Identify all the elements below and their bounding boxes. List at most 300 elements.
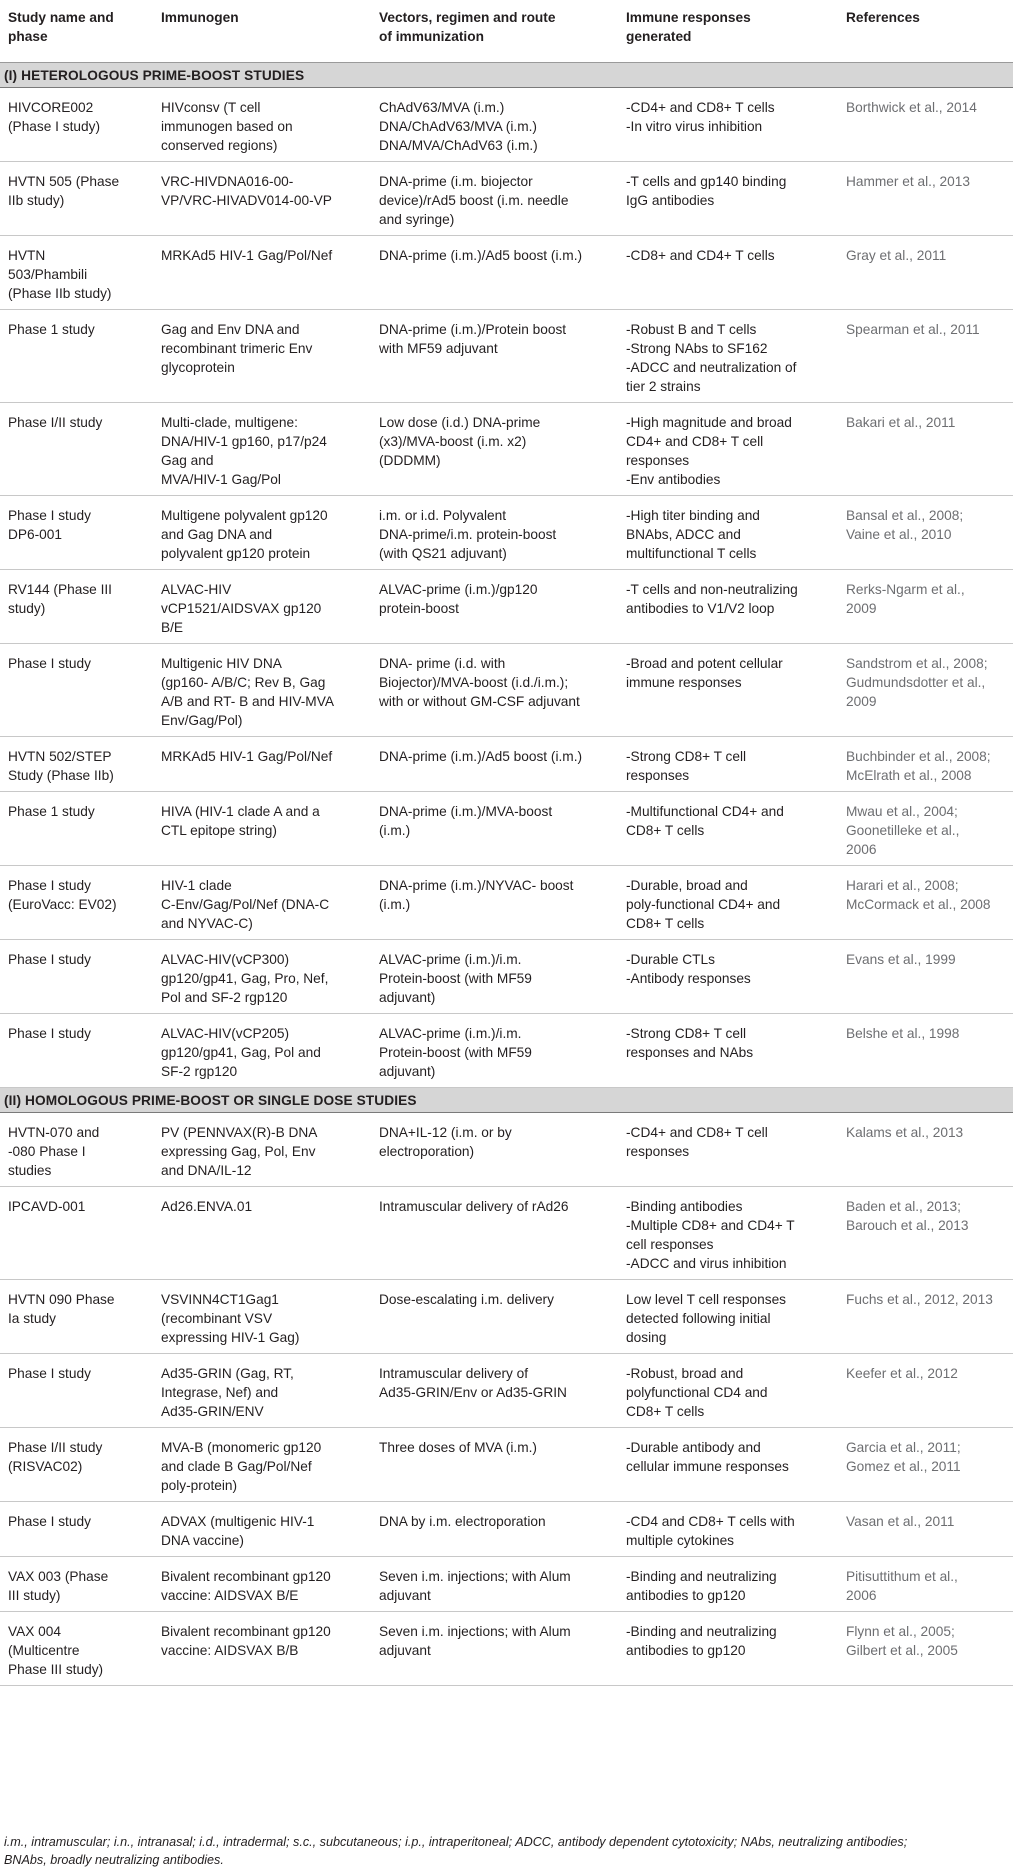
responses-cell (618, 570, 838, 644)
cell-line: Pol and SF-2 rgp120 (161, 990, 288, 1005)
cell-line: expressing Gag, Pol, Env (161, 1144, 316, 1159)
cell-line: Bakari et al., 2011 (846, 415, 956, 430)
responses-cell (618, 236, 838, 310)
cell-line: i.m. or i.d. Polyvalent (379, 508, 507, 523)
table-row (0, 737, 1013, 792)
cell-line: DNA-prime (i.m.)/Ad5 boost (i.m.) (379, 248, 583, 263)
cell-line: poly-protein) (161, 1478, 238, 1493)
cell-line: glycoprotein (161, 360, 235, 375)
cell-line: References (846, 10, 920, 25)
vectors-cell (371, 310, 618, 403)
cell-line: CTL epitope string) (161, 823, 277, 838)
references-cell (838, 570, 1013, 644)
immunogen-cell (153, 940, 371, 1014)
responses-cell (618, 1113, 838, 1187)
immunogen-cell (153, 1113, 371, 1187)
cell-line: McElrath et al., 2008 (846, 768, 972, 783)
cell-line: -CD8+ and CD4+ T cells (626, 248, 775, 263)
cell-line: -Antibody responses (626, 971, 751, 986)
cell-line: vaccine: AIDSVAX B/E (161, 1588, 299, 1603)
cell-line: poly-functional CD4+ and (626, 897, 781, 912)
cell-line: Mwau et al., 2004; (846, 804, 958, 819)
cell-line: -Multifunctional CD4+ and (626, 804, 784, 819)
cell-line: adjuvant) (379, 1064, 436, 1079)
cell-line: -CD4+ and CD8+ T cell (626, 1125, 768, 1140)
table-header-row (0, 0, 1013, 63)
cell-line: Phase 1 study (8, 322, 95, 337)
vectors-cell (371, 403, 618, 496)
cell-line: antibodies to V1/V2 loop (626, 601, 775, 616)
section-title: (I) HETEROLOGOUS PRIME-BOOST STUDIES (0, 63, 1013, 88)
references-cell (838, 1557, 1013, 1612)
cell-line: Env/Gag/Pol) (161, 713, 243, 728)
cell-line: Phase I/II study (8, 415, 103, 430)
cell-line: (EuroVacc: EV02) (8, 897, 117, 912)
cell-line: generated (626, 29, 692, 44)
cell-line: Phase I/II study (8, 1440, 103, 1455)
cell-line: B/E (161, 620, 184, 635)
cell-line: Phase I study (8, 878, 91, 893)
table-row (0, 1502, 1013, 1557)
cell-line: Intramuscular delivery of rAd26 (379, 1199, 569, 1214)
cell-line: Baden et al., 2013; (846, 1199, 961, 1214)
footnote-line: i.m., intramuscular; i.n., intranasal; i.d., intradermal; s.c., subcutaneous; i.p., intraperitoneal; ADCC, antibody dependent cytotoxicity; NAbs, neutralizing antibodies; (4, 1835, 908, 1849)
references-cell (838, 792, 1013, 866)
study-cell (0, 1354, 153, 1428)
cell-line: vaccine: AIDSVAX B/B (161, 1643, 299, 1658)
cell-line: HVTN 090 Phase (8, 1292, 115, 1307)
table-row (0, 1113, 1013, 1187)
study-cell (0, 496, 153, 570)
responses-cell (618, 1428, 838, 1502)
immunogen-cell (153, 1280, 371, 1354)
cell-line: (i.m.) (379, 897, 411, 912)
responses-cell (618, 737, 838, 792)
cell-line: polyfunctional CD4 and (626, 1385, 768, 1400)
cell-line: -Binding and neutralizing (626, 1624, 777, 1639)
vectors-cell (371, 88, 618, 162)
table-row (0, 1612, 1013, 1686)
cell-line: Multigenic HIV DNA (161, 656, 282, 671)
cell-line: Ia study (8, 1311, 56, 1326)
cell-line: dosing (626, 1330, 667, 1345)
cell-line: Multi-clade, multigene: (161, 415, 298, 430)
responses-cell (618, 1502, 838, 1557)
cell-line: cellular immune responses (626, 1459, 789, 1474)
table-footnote (4, 1833, 1009, 1869)
responses-cell (618, 162, 838, 236)
cell-line: Ad26.ENVA.01 (161, 1199, 253, 1214)
references-cell (838, 1502, 1013, 1557)
table-row (0, 1014, 1013, 1088)
section-header-row (0, 1088, 1013, 1113)
cell-line: ALVAC-HIV(vCP205) (161, 1026, 290, 1041)
cell-line: DNA/HIV-1 gp160, p17/p24 (161, 434, 327, 449)
vectors-cell (371, 792, 618, 866)
cell-line: polyvalent gp120 protein (161, 546, 311, 561)
cell-line: MVA/HIV-1 Gag/Pol (161, 472, 281, 487)
cell-line: Pitisuttithum et al., (846, 1569, 958, 1584)
cell-line: -ADCC and virus inhibition (626, 1256, 787, 1271)
cell-line: DNA by i.m. electroporation (379, 1514, 546, 1529)
study-cell (0, 737, 153, 792)
cell-line: (with QS21 adjuvant) (379, 546, 507, 561)
study-cell (0, 1502, 153, 1557)
cell-line: Flynn et al., 2005; (846, 1624, 955, 1639)
cell-line: Immune responses (626, 10, 751, 25)
cell-line: DNA-prime (i.m. biojector (379, 174, 533, 189)
vectors-cell (371, 866, 618, 940)
cell-line: HIVA (HIV-1 clade A and a (161, 804, 320, 819)
cell-line: -Broad and potent cellular (626, 656, 783, 671)
cell-line: Three doses of MVA (i.m.) (379, 1440, 537, 1455)
cell-line: IIb study) (8, 193, 65, 208)
references-cell (838, 1428, 1013, 1502)
cell-line: Gilbert et al., 2005 (846, 1643, 958, 1658)
table-row (0, 1557, 1013, 1612)
cell-line: (Phase IIb study) (8, 286, 112, 301)
cell-line: MRKAd5 HIV-1 Gag/Pol/Nef (161, 248, 333, 263)
table-row (0, 496, 1013, 570)
cell-line: DNA/MVA/ChAdV63 (i.m.) (379, 138, 538, 153)
cell-line: Garcia et al., 2011; (846, 1440, 961, 1455)
cell-line: DNA- prime (i.d. with (379, 656, 506, 671)
table-row (0, 1280, 1013, 1354)
cell-line: -Binding and neutralizing (626, 1569, 777, 1584)
study-cell (0, 570, 153, 644)
header-study (0, 0, 153, 63)
cell-line: -Strong CD8+ T cell (626, 1026, 747, 1041)
cell-line: A/B and RT- B and HIV-MVA (161, 694, 334, 709)
table-row (0, 88, 1013, 162)
references-cell (838, 162, 1013, 236)
table-row (0, 570, 1013, 644)
cell-line: responses (626, 768, 690, 783)
header-immunogen (153, 0, 371, 63)
cell-line: HIVconsv (T cell (161, 100, 261, 115)
cell-line: Immunogen (161, 10, 239, 25)
cell-line: electroporation) (379, 1144, 475, 1159)
cell-line: 2006 (846, 842, 877, 857)
header-vectors (371, 0, 618, 63)
cell-line: -080 Phase I (8, 1144, 86, 1159)
cell-line: Fuchs et al., 2012, 2013 (846, 1292, 993, 1307)
cell-line: ALVAC-prime (i.m.)/i.m. (379, 952, 522, 967)
immunogen-cell (153, 162, 371, 236)
cell-line: CD4+ and CD8+ T cell (626, 434, 764, 449)
references-cell (838, 1113, 1013, 1187)
cell-line: phase (8, 29, 48, 44)
vectors-cell (371, 1280, 618, 1354)
study-cell (0, 940, 153, 1014)
cell-line: DNA-prime (i.m.)/MVA-boost (379, 804, 553, 819)
cell-line: Gudmundsdotter et al., (846, 675, 986, 690)
references-cell (838, 236, 1013, 310)
table-row (0, 162, 1013, 236)
cell-line: study) (8, 601, 46, 616)
study-cell (0, 88, 153, 162)
cell-line: PV (PENNVAX(R)-B DNA (161, 1125, 318, 1140)
immunogen-cell (153, 496, 371, 570)
cell-line: Seven i.m. injections; with Alum (379, 1569, 571, 1584)
cell-line: adjuvant (379, 1588, 431, 1603)
table-row (0, 236, 1013, 310)
cell-line: Vasan et al., 2011 (846, 1514, 955, 1529)
cell-line: 2006 (846, 1588, 877, 1603)
immunogen-cell (153, 88, 371, 162)
cell-line: C-Env/Gag/Pol/Nef (DNA-C (161, 897, 330, 912)
table-row (0, 403, 1013, 496)
references-cell (838, 1014, 1013, 1088)
cell-line: Bivalent recombinant gp120 (161, 1569, 331, 1584)
cell-line: III study) (8, 1588, 61, 1603)
cell-line: 503/Phambili (8, 267, 88, 282)
cell-line: Ad35-GRIN (Gag, RT, (161, 1366, 294, 1381)
cell-line: Rerks-Ngarm et al., (846, 582, 965, 597)
immunogen-cell (153, 403, 371, 496)
cell-line: Low dose (i.d.) DNA-prime (379, 415, 541, 430)
cell-line: Gomez et al., 2011 (846, 1459, 961, 1474)
vectors-cell (371, 1113, 618, 1187)
cell-line: with MF59 adjuvant (379, 341, 498, 356)
cell-line: HVTN (8, 248, 46, 263)
cell-line: DNA-prime (i.m.)/Ad5 boost (i.m.) (379, 749, 583, 764)
cell-line: -T cells and non-neutralizing (626, 582, 798, 597)
references-cell (838, 644, 1013, 737)
cell-line: -High magnitude and broad (626, 415, 792, 430)
cell-line: (x3)/MVA-boost (i.m. x2) (379, 434, 527, 449)
vectors-cell (371, 1428, 618, 1502)
cell-line: DNA-prime (i.m.)/Protein boost (379, 322, 567, 337)
cell-line: multifunctional T cells (626, 546, 757, 561)
cell-line: HVTN 502/STEP (8, 749, 112, 764)
cell-line: CD8+ T cells (626, 823, 705, 838)
cell-line: antibodies to gp120 (626, 1643, 746, 1658)
cell-line: adjuvant) (379, 990, 436, 1005)
study-cell (0, 162, 153, 236)
cell-line: -T cells and gp140 binding (626, 174, 787, 189)
immunogen-cell (153, 236, 371, 310)
references-cell (838, 737, 1013, 792)
cell-line: immunogen based on (161, 119, 293, 134)
cell-line: Biojector)/MVA-boost (i.d./i.m.); (379, 675, 569, 690)
cell-line: Protein-boost (with MF59 (379, 1045, 532, 1060)
cell-line: Hammer et al., 2013 (846, 174, 971, 189)
cell-line: Study name and (8, 10, 114, 25)
immunogen-cell (153, 1014, 371, 1088)
vectors-cell (371, 496, 618, 570)
vectors-cell (371, 1612, 618, 1686)
cell-line: Intramuscular delivery of (379, 1366, 529, 1381)
cell-line: 2009 (846, 694, 877, 709)
cell-line: -Multiple CD8+ and CD4+ T (626, 1218, 795, 1233)
section-title: (II) HOMOLOGOUS PRIME-BOOST OR SINGLE DOSE STUDIES (0, 1088, 1013, 1113)
responses-cell (618, 496, 838, 570)
cell-line: Keefer et al., 2012 (846, 1366, 958, 1381)
cell-line: -Robust, broad and (626, 1366, 744, 1381)
table-row (0, 1428, 1013, 1502)
cell-line: adjuvant (379, 1643, 431, 1658)
vectors-cell (371, 570, 618, 644)
cell-line: (RISVAC02) (8, 1459, 83, 1474)
cell-line: MRKAd5 HIV-1 Gag/Pol/Nef (161, 749, 333, 764)
immunogen-cell (153, 737, 371, 792)
cell-line: Seven i.m. injections; with Alum (379, 1624, 571, 1639)
cell-line: expressing HIV-1 Gag) (161, 1330, 300, 1345)
vectors-cell (371, 940, 618, 1014)
cell-line: (i.m.) (379, 823, 411, 838)
cell-line: ALVAC-HIV(vCP300) (161, 952, 290, 967)
cell-line: -Binding antibodies (626, 1199, 743, 1214)
cell-line: Gray et al., 2011 (846, 248, 947, 263)
cell-line: (recombinant VSV (161, 1311, 273, 1326)
footnote-line: BNAbs, broadly neutralizing antibodies. (4, 1853, 224, 1867)
cell-line: DNA-prime/i.m. protein-boost (379, 527, 557, 542)
vectors-cell (371, 1187, 618, 1280)
cell-line: -Env antibodies (626, 472, 721, 487)
responses-cell (618, 940, 838, 1014)
cell-line: multiple cytokines (626, 1533, 735, 1548)
table-row (0, 1187, 1013, 1280)
immunogen-cell (153, 644, 371, 737)
responses-cell (618, 403, 838, 496)
vectors-cell (371, 1354, 618, 1428)
header-responses (618, 0, 838, 63)
cell-line: and NYVAC-C) (161, 916, 253, 931)
cell-line: MVA-B (monomeric gp120 (161, 1440, 322, 1455)
cell-line: (Multicentre (8, 1643, 80, 1658)
cell-line: with or without GM-CSF adjuvant (379, 694, 580, 709)
cell-line: Phase I study (8, 1514, 91, 1529)
cell-line: HIVCORE002 (8, 100, 94, 115)
immunogen-cell (153, 1612, 371, 1686)
cell-line: Bansal et al., 2008; (846, 508, 964, 523)
cell-line: Kalams et al., 2013 (846, 1125, 964, 1140)
cell-line: HVTN-070 and (8, 1125, 100, 1140)
cell-line: Phase I study (8, 508, 91, 523)
cell-line: BNAbs, ADCC and (626, 527, 741, 542)
immunogen-cell (153, 1502, 371, 1557)
cell-line: Vectors, regimen and route (379, 10, 556, 25)
cell-line: and DNA/IL-12 (161, 1163, 252, 1178)
cell-line: Low level T cell responses (626, 1292, 787, 1307)
study-cell (0, 310, 153, 403)
cell-line: Barouch et al., 2013 (846, 1218, 969, 1233)
cell-line: Phase III study) (8, 1662, 104, 1677)
references-cell (838, 1187, 1013, 1280)
cell-line: -Robust B and T cells (626, 322, 757, 337)
cell-line: IPCAVD-001 (8, 1199, 86, 1214)
cell-line: DNA+IL-12 (i.m. or by (379, 1125, 512, 1140)
cell-line: DNA vaccine) (161, 1533, 244, 1548)
cell-line: detected following initial (626, 1311, 771, 1326)
cell-line: immune responses (626, 675, 742, 690)
cell-line: (DDDMM) (379, 453, 441, 468)
cell-line: Sandstrom et al., 2008; (846, 656, 988, 671)
responses-cell (618, 310, 838, 403)
references-cell (838, 1354, 1013, 1428)
vectors-cell (371, 644, 618, 737)
responses-cell (618, 1557, 838, 1612)
cell-line: tier 2 strains (626, 379, 701, 394)
vectors-cell (371, 1557, 618, 1612)
cell-line: Evans et al., 1999 (846, 952, 956, 967)
cell-line: -CD4+ and CD8+ T cells (626, 100, 775, 115)
cell-line: VAX 004 (8, 1624, 62, 1639)
cell-line: -Durable CTLs (626, 952, 715, 967)
cell-line: protein-boost (379, 601, 459, 616)
cell-line: CD8+ T cells (626, 1404, 705, 1419)
cell-line: ChAdV63/MVA (i.m.) (379, 100, 505, 115)
study-cell (0, 1187, 153, 1280)
cell-line: Phase I study (8, 656, 91, 671)
cell-line: Belshe et al., 1998 (846, 1026, 960, 1041)
cell-line: Dose-escalating i.m. delivery (379, 1292, 554, 1307)
cell-line: HIV-1 clade (161, 878, 232, 893)
cell-line: recombinant trimeric Env (161, 341, 313, 356)
study-cell (0, 1612, 153, 1686)
cell-line: VRC-HIVDNA016-00- (161, 174, 294, 189)
table-row (0, 644, 1013, 737)
study-cell (0, 644, 153, 737)
cell-line: -Durable, broad and (626, 878, 748, 893)
cell-line: responses (626, 453, 690, 468)
cell-line: RV144 (Phase III (8, 582, 112, 597)
cell-line: Spearman et al., 2011 (846, 322, 980, 337)
cell-line: DNA/ChAdV63/MVA (i.m.) (379, 119, 537, 134)
cell-line: -CD4 and CD8+ T cells with (626, 1514, 795, 1529)
cell-line: gp120/gp41, Gag, Pro, Nef, (161, 971, 329, 986)
cell-line: Phase I study (8, 1026, 91, 1041)
study-cell (0, 1428, 153, 1502)
responses-cell (618, 792, 838, 866)
study-cell (0, 1280, 153, 1354)
responses-cell (618, 1354, 838, 1428)
responses-cell (618, 88, 838, 162)
cell-line: antibodies to gp120 (626, 1588, 746, 1603)
cell-line: responses and NAbs (626, 1045, 754, 1060)
table-row (0, 940, 1013, 1014)
references-cell (838, 88, 1013, 162)
cell-line: VAX 003 (Phase (8, 1569, 109, 1584)
references-cell (838, 403, 1013, 496)
cell-line: 2009 (846, 601, 877, 616)
cell-line: Bivalent recombinant gp120 (161, 1624, 331, 1639)
table-row (0, 792, 1013, 866)
immunogen-cell (153, 310, 371, 403)
cell-line: Integrase, Nef) and (161, 1385, 279, 1400)
cell-line: DNA-prime (i.m.)/NYVAC- boost (379, 878, 574, 893)
responses-cell (618, 1187, 838, 1280)
cell-line: Protein-boost (with MF59 (379, 971, 532, 986)
immunogen-cell (153, 1557, 371, 1612)
cell-line: of immunization (379, 29, 484, 44)
cell-line: Buchbinder et al., 2008; (846, 749, 991, 764)
immunogen-cell (153, 792, 371, 866)
vectors-cell (371, 162, 618, 236)
cell-line: VP/VRC-HIVADV014-00-VP (161, 193, 332, 208)
cell-line: Harari et al., 2008; (846, 878, 959, 893)
cell-line: vCP1521/AIDSVAX gp120 (161, 601, 322, 616)
references-cell (838, 940, 1013, 1014)
cell-line: Phase I study (8, 952, 91, 967)
study-cell (0, 403, 153, 496)
cell-line: Multigene polyvalent gp120 (161, 508, 328, 523)
cell-line: VSVINN4CT1Gag1 (161, 1292, 279, 1307)
cell-line: McCormack et al., 2008 (846, 897, 991, 912)
cell-line: gp120/gp41, Gag, Pol and (161, 1045, 321, 1060)
study-cell (0, 1014, 153, 1088)
